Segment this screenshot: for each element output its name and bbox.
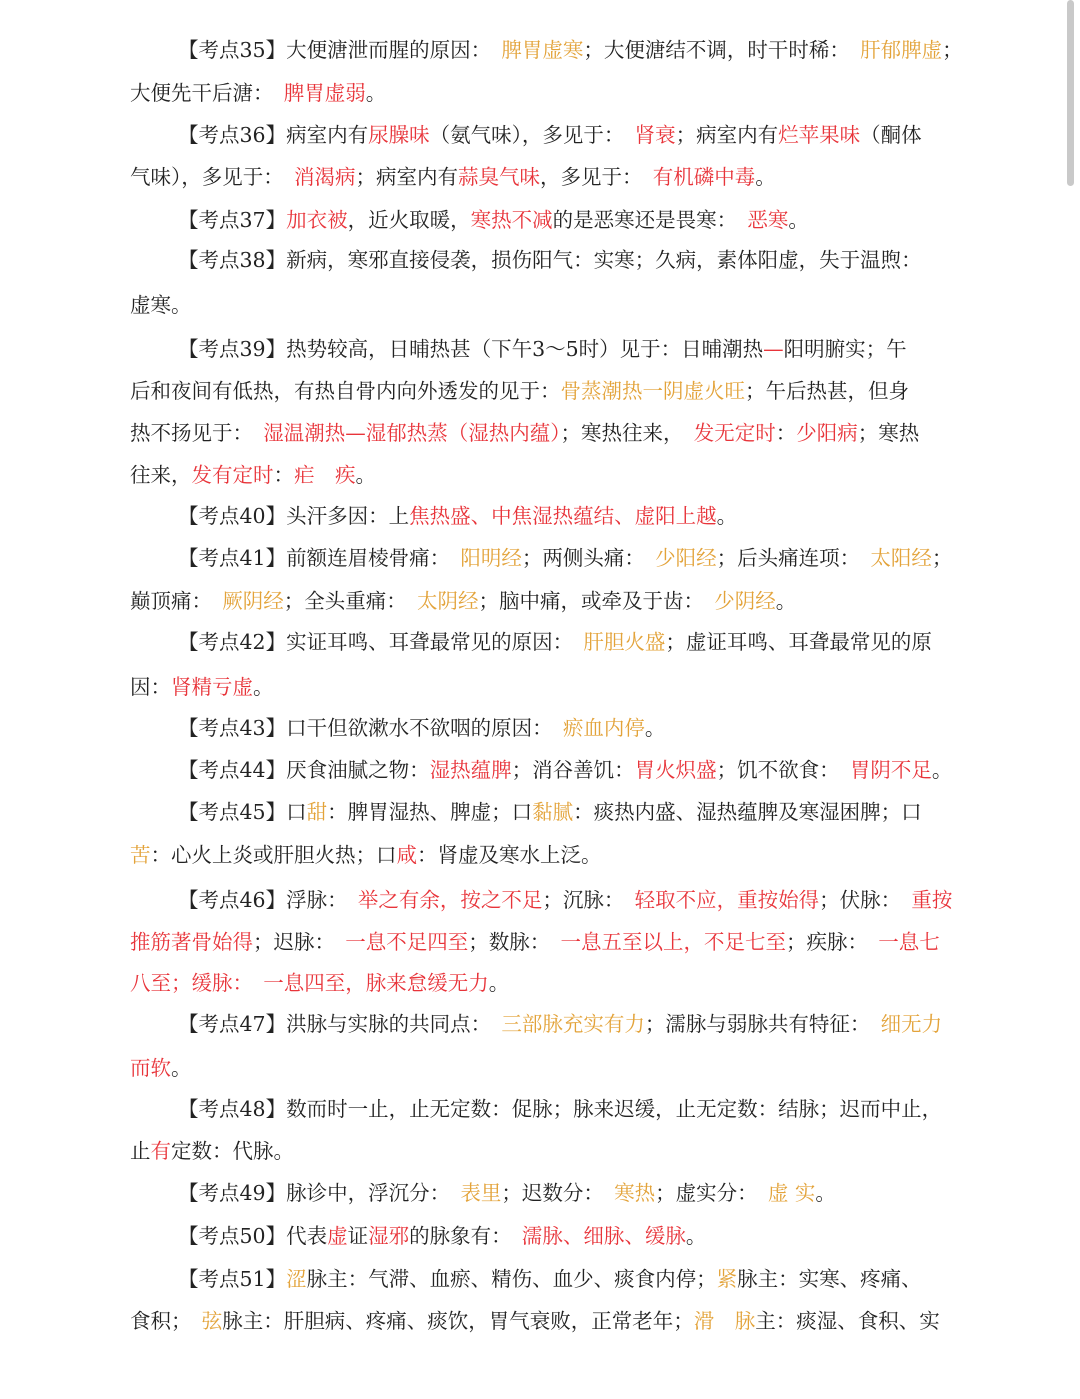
highlighted-text: 肝胆火盛 (583, 630, 666, 654)
text-segment: 。 (355, 463, 376, 487)
text-segment: 热不扬见于： (130, 421, 264, 445)
highlighted-text: 细无力 (880, 1012, 943, 1036)
text-segment: 【考点49】脉诊中，浮沉分： (178, 1181, 461, 1205)
highlighted-text: 重按 (911, 888, 953, 912)
highlighted-text: 胃火炽盛 (634, 758, 717, 782)
highlighted-text: 三部脉充实有力 (501, 1012, 645, 1036)
text-line (130, 413, 960, 453)
text-segment: 【考点41】前额连眉棱骨痛： (178, 546, 461, 570)
highlighted-text: 虚 实 (767, 1181, 816, 1205)
highlighted-text: 有机磷中毒 (652, 165, 756, 189)
text-segment: ；伏脉： (819, 888, 912, 912)
highlighted-text: 太阳经 (870, 546, 932, 570)
text-segment: ；午后热甚，但身 (745, 379, 909, 403)
text-segment: ，多见于： (540, 165, 653, 189)
text-segment: 食积； (130, 1309, 202, 1333)
text-segment: 证 (347, 1224, 369, 1248)
text-line (130, 581, 960, 621)
highlighted-text: 消渴病 (294, 165, 356, 189)
highlighted-text: 有 (150, 1139, 171, 1163)
text-segment: 大便先干后溏： (130, 81, 284, 105)
text-segment: 脉主：气滞、血瘀、精伤、血少、痰食内停； (306, 1267, 717, 1291)
highlighted-text: 恶寒 (747, 208, 789, 232)
text-segment: ；病室内有 (355, 165, 458, 189)
text-line (130, 922, 960, 962)
text-segment: 。 (931, 758, 953, 782)
highlighted-text: 寒热 (614, 1181, 656, 1205)
highlighted-text: 推筋著骨始得 (130, 930, 253, 954)
text-segment: 【考点50】代表 (178, 1224, 328, 1248)
text-segment: 【考点51】 (178, 1267, 287, 1291)
text-line (178, 115, 960, 155)
highlighted-text: 而软 (130, 1056, 171, 1080)
highlighted-text: 湿邪 (368, 1224, 410, 1248)
text-segment: 后和夜间有低热，有热自骨内向外透发的见于： (130, 379, 561, 403)
highlighted-text: 滑 脉 (693, 1309, 756, 1333)
text-segment: 【考点43】口干但欲漱水不欲咽的原因： (178, 716, 563, 740)
text-segment: ；消谷善饥： (511, 758, 635, 782)
text-segment: 。 (253, 675, 274, 699)
text-line (178, 1259, 960, 1299)
text-line (178, 329, 960, 369)
highlighted-text: 一息四至，脉来怠缓无力 (263, 971, 489, 995)
text-segment: 主：痰湿、食积、实 (755, 1309, 940, 1333)
text-segment: ；饥不欲食： (716, 758, 850, 782)
highlighted-text: 疟 疾 (294, 463, 356, 487)
highlighted-text: 虚 (327, 1224, 348, 1248)
text-segment: ； (942, 38, 963, 62)
text-line (130, 1048, 960, 1088)
text-segment: 。 (775, 589, 797, 613)
text-segment: 巅顶痛： (130, 589, 223, 613)
text-segment: ；病室内有 (675, 123, 779, 147)
text-line (178, 750, 960, 790)
text-line (178, 240, 960, 280)
highlighted-text: 发有定时 (191, 463, 274, 487)
highlighted-text: — (763, 337, 784, 361)
text-segment: ： (775, 421, 797, 445)
text-segment: （酮体 (860, 123, 922, 147)
highlighted-text: 少阳病 (796, 421, 858, 445)
highlighted-text: 紧 (716, 1267, 738, 1291)
text-segment: 。 (716, 504, 738, 528)
text-line (178, 200, 960, 240)
highlighted-text: 濡脉、细脉、缓脉 (521, 1224, 686, 1248)
text-segment: 因： (130, 675, 171, 699)
text-line (178, 538, 960, 578)
highlighted-text: 弦 (201, 1309, 223, 1333)
highlighted-text: 少阳经 (655, 546, 717, 570)
highlighted-text: 咸 (396, 843, 417, 867)
text-line (178, 622, 960, 662)
text-segment: ；两侧头痛： (521, 546, 656, 570)
text-line (130, 455, 960, 495)
highlighted-text: 一息不足四至 (345, 930, 469, 954)
highlighted-text: 轻取不应，重按始得 (634, 888, 820, 912)
text-segment: 【考点47】洪脉与实脉的共同点： (178, 1012, 502, 1036)
text-segment: 的脉象有： (409, 1224, 522, 1248)
text-line (130, 1301, 960, 1341)
text-line (178, 1216, 960, 1256)
highlighted-text: 肾衰 (634, 123, 676, 147)
text-segment: ：心火上炎或肝胆火热；口 (150, 843, 397, 867)
highlighted-text: 厥阴经 (222, 589, 284, 613)
text-line (178, 708, 960, 748)
text-line (130, 1131, 960, 1171)
text-segment: 脉主：肝胆病、疼痛、痰饮，胃气衰败，正常老年； (222, 1309, 694, 1333)
highlighted-text: 胃阴不足 (849, 758, 932, 782)
text-line (130, 73, 960, 113)
text-segment: 。 (171, 1056, 192, 1080)
text-segment: ；迟脉： (253, 930, 346, 954)
highlighted-text: 八至；缓脉： (130, 971, 264, 995)
highlighted-text: 焦热盛、中焦湿热蕴结、虚阳上越 (409, 504, 717, 528)
highlighted-text: 太阴经 (417, 589, 479, 613)
highlighted-text: 甜 (306, 800, 328, 824)
highlighted-text: 发无定时 (693, 421, 776, 445)
text-segment: 【考点45】口 (178, 800, 307, 824)
text-segment: 气味），多见于： (130, 165, 294, 189)
text-segment: ；大便溏结不调，时干时稀： (583, 38, 861, 62)
scrollbar[interactable] (1067, 0, 1074, 186)
text-line (130, 157, 960, 197)
highlighted-text: 阳明经 (460, 546, 522, 570)
text-segment: ，近火取暖， (347, 208, 471, 232)
text-segment: ；迟数分： (501, 1181, 615, 1205)
text-line (130, 963, 960, 1003)
text-line (178, 1173, 960, 1213)
highlighted-text: 一息七 (878, 930, 940, 954)
text-segment: 【考点46】浮脉： (178, 888, 358, 912)
text-segment: ： (273, 463, 294, 487)
text-segment: 【考点42】实证耳鸣、耳聋最常见的原因： (178, 630, 584, 654)
text-segment: ；后头痛连项： (716, 546, 871, 570)
text-segment: ：脾胃湿热、脾虚；口 (327, 800, 533, 824)
highlighted-text: 寒热不减 (470, 208, 553, 232)
text-segment: 。 (365, 81, 387, 105)
text-segment: 往来， (130, 463, 192, 487)
text-line (178, 792, 960, 832)
text-segment: 。 (488, 971, 510, 995)
text-segment: ；全头重痛： (283, 589, 417, 613)
text-segment: ；数脉： (468, 930, 561, 954)
text-segment: 【考点36】病室内有 (178, 123, 369, 147)
text-line (178, 496, 960, 536)
highlighted-text: 烂苹果味 (778, 123, 861, 147)
highlighted-text: 苦 (130, 843, 151, 867)
text-line (178, 1089, 960, 1129)
text-segment: ：痰热内盛、湿热蕴脾及寒湿困脾；口 (573, 800, 922, 824)
highlighted-text: 加衣被 (286, 208, 348, 232)
text-segment: ；脑中痛，或牵及于齿： (478, 589, 715, 613)
text-segment: 。 (788, 208, 809, 232)
text-line (178, 880, 960, 920)
highlighted-text: 黏腻 (532, 800, 574, 824)
highlighted-text: 脾胃虚弱 (283, 81, 366, 105)
text-line (178, 30, 963, 70)
text-segment: 。 (755, 165, 776, 189)
text-line (130, 835, 960, 875)
text-segment: 【考点39】热势较高，日晡热甚（下午3～5时）见于：日晡潮热 (178, 337, 764, 361)
highlighted-text: 瘀血内停 (562, 716, 645, 740)
text-segment: ； (931, 546, 953, 570)
text-segment: 【考点44】厌食油腻之物： (178, 758, 430, 782)
text-segment: 【考点48】数而时一止，止无定数：促脉；脉来迟缓，止无定数：结脉；迟而中止， (178, 1097, 943, 1121)
text-segment: （氨气味），多见于： (429, 123, 635, 147)
highlighted-text: 湿温潮热—湿郁热蒸（湿热内蕴） (263, 421, 561, 445)
text-segment: 虚寒。 (130, 293, 192, 317)
text-line (130, 667, 960, 707)
highlighted-text: 蒜臭气味 (458, 165, 540, 189)
highlighted-text: 一息五至以上，不足七至 (560, 930, 786, 954)
text-segment: 的是恶寒还是畏寒： (552, 208, 748, 232)
text-segment: 【考点35】大便溏泄而腥的原因： (178, 38, 502, 62)
text-segment: 。 (685, 1224, 707, 1248)
text-segment: ；寒热往来， (560, 421, 694, 445)
text-segment: 定数：代脉。 (171, 1139, 294, 1163)
text-segment: 脉主：实寒、疼痛、 (737, 1267, 922, 1291)
text-segment: 【考点38】新病，寒邪直接侵袭，损伤阳气：实寒；久病，素体阳虚，失于温煦： (178, 248, 922, 272)
highlighted-text: 肾精亏虚 (171, 675, 253, 699)
highlighted-text: 尿臊味 (368, 123, 430, 147)
text-segment: ；虚实分： (655, 1181, 768, 1205)
text-segment: ；沉脉： (542, 888, 635, 912)
text-segment: 【考点37】 (178, 208, 287, 232)
text-segment: ；寒热 (857, 421, 920, 445)
text-segment: 。 (815, 1181, 836, 1205)
highlighted-text: 脾胃虚寒 (501, 38, 584, 62)
text-line (130, 371, 960, 411)
highlighted-text: 骨蒸潮热一阴虚火旺 (560, 379, 745, 403)
highlighted-text: 举之有余，按之不足 (357, 888, 543, 912)
highlighted-text: 表里 (460, 1181, 502, 1205)
text-segment: 阳明腑实；午 (783, 337, 907, 361)
highlighted-text: 湿热蕴脾 (429, 758, 512, 782)
text-segment: 【考点40】头汗多因：上 (178, 504, 410, 528)
text-segment: ；濡脉与弱脉共有特征： (644, 1012, 881, 1036)
text-segment: 。 (644, 716, 666, 740)
text-segment: ；疾脉： (786, 930, 879, 954)
text-segment: ；虚证耳鸣、耳聋最常见的原 (665, 630, 932, 654)
text-line (178, 1004, 960, 1044)
highlighted-text: 涩 (286, 1267, 307, 1291)
highlighted-text: 少阴经 (714, 589, 776, 613)
text-segment: ：肾虚及寒水上泛。 (417, 843, 602, 867)
text-segment: 止 (130, 1139, 151, 1163)
highlighted-text: 肝郁脾虚 (860, 38, 943, 62)
text-line (130, 285, 960, 325)
